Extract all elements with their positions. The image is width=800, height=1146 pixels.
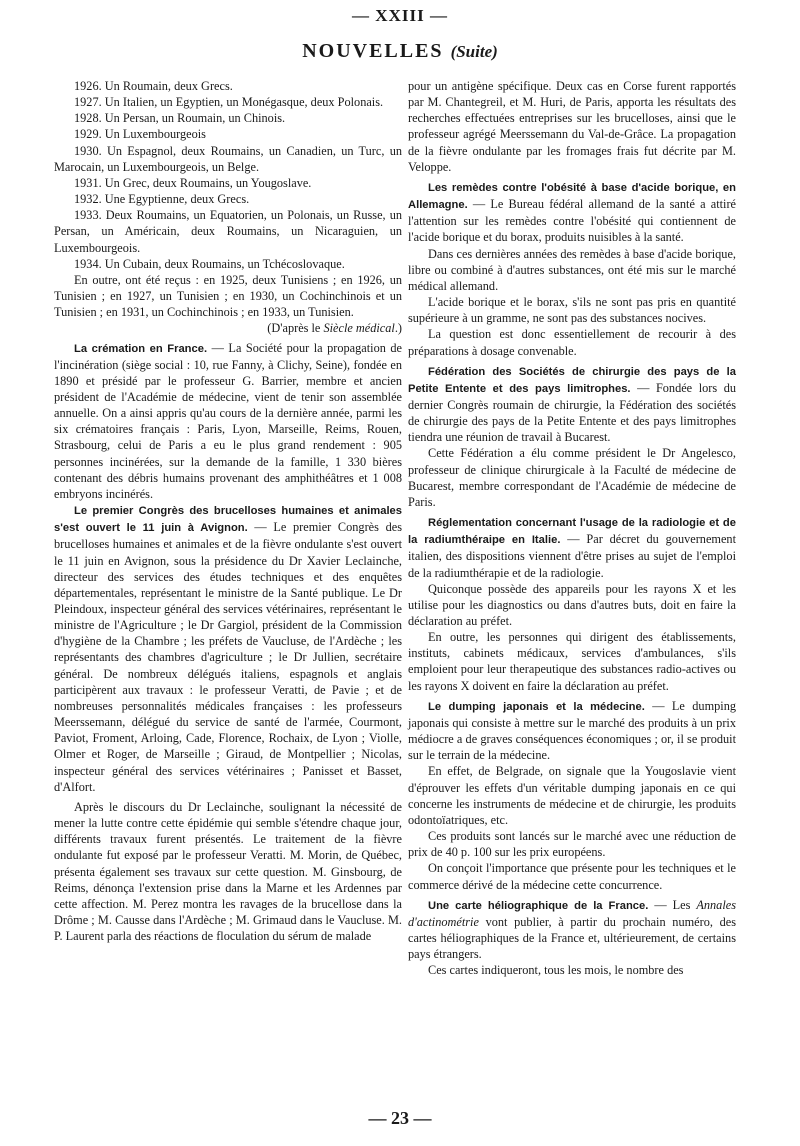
article-body: — Le premier Congrès des brucelloses humaines et animales et de la fièvre ondulante s'est ouvert le 11 juin en Avignon, sous la présidence du Dr Xavier Leclainche, directeur des services des études techniques et des enquêtes départementales, représentant le ministre de la Santé publique. Le Dr Pleindoux, inspecteur général des services vétérinaires, représentant le ministre de l'Agriculture ; le Dr Gargiol, président de la Commission d'hygiène de la Chambre ; les préfets de Vaucluse, de l'Ardèche ; les représentants des chambres d'agriculture ; le Dr Jullien, secrétaire général. De nombreux délégués italiens, espagnols et anglais participèrent aux travaux : le professeur Veratti, de Pavie ; et de nombreuses personnalités médicales françaises : les professeurs Meerssemann, délégué du service de santé de l'armée, Courmont, Paviot, Froment, Arloing, Cade, Florence, Rochaix, de Lyon ; Violle, Olmer et Roger, de Marseille ; Giraud, de Montpellier ; Nicolas, inspecteur général des services vétérinaires ; Panisset et Basset, d'Alfort. xyxy=(54,520,402,794)
list-item: 1926. Un Roumain, deux Grecs. xyxy=(74,79,233,93)
paragraph: Cette Fédération a élu comme président le Dr Angelesco, professeur de clinique chirurgicale à la Faculté de médecine de Bucarest, membre correspondant de l'Académie de médecine de Paris. xyxy=(408,446,736,509)
page-number: — 23 — xyxy=(368,1108,432,1128)
article-obesite xyxy=(408,179,736,246)
article-heading: La crémation en France. xyxy=(74,342,208,355)
paragraph: En effet, de Belgrade, on signale que la Yougoslavie vient d'éprouver les effets d'un véritable dumping japonais en ce qui concerne les instruments de médecine et de chirurgie, les produits odontoïatriques, etc. xyxy=(408,764,736,827)
paragraph: En outre, les personnes qui dirigent des établissements, instituts, cabinets médicaux, services d'ambulances, s'ils emploient pour leur therapeutique des substances radio-actives ou les rayons X doivent en faire la déclaration au préfet. xyxy=(408,630,736,693)
article-body: — Fondée lors du dernier Congrès roumain de chirurgie, la Fédération des sociétés de chirurgie des pays de la Petite Entente et des pays limitrophes tiendra une réunion de travail à Bucarest. xyxy=(408,380,736,445)
section-title-suite: (Suite) xyxy=(450,42,498,61)
article-body: vont publier, à partir du prochain numéro, des cartes héliographiques de la France et, ultérieurement, de certains pays étrangers. xyxy=(408,914,736,962)
article-federation xyxy=(408,363,736,446)
article-congres xyxy=(54,502,402,795)
list-item: 1928. Un Persan, un Roumain, un Chinois. xyxy=(74,111,286,126)
journal-title: Annales d'actinométrie xyxy=(408,897,736,929)
article-heading: Les remèdes contre l'obésité à base d'acide borique, en Allemagne. xyxy=(408,181,736,212)
list-item: 1933. Deux Roumains, un Equatorien, un Polonais, un Russe, un Persan, un Américain, deux Roumains, un Nicaraguien, un Luxembourgeois. xyxy=(54,208,402,255)
list-item: 1931. Un Grec, deux Roumains, un Yougoslave. xyxy=(74,175,312,190)
paragraph: Ces produits sont lancés sur le marché avec une réduction de prix de 40 p. 100 sur les prix européens. xyxy=(408,829,736,860)
article-body: — La Société pour la propagation de l'incinération (siège social : 10, rue Fanny, à Clichy, Seine), fondée en 1890 et présidé par le professeur G. Barrier, membre et ancien président de l'Académie de médecine, vient de tenir son assemblée annuelle. On a ainsi appris qu'au cours de la dernière année, parmi les six crématoires français : Paris, Lyon, Marseille, Reims, Rouen, Strasbourg, celui de Paris a eu le plus grand rendement : 905 personnes incinérées, sur la demande de la famille, 1 330 bières contenant des débris humains provenant des amphithéâtres et 1 008 embryons incinérés. xyxy=(54,340,402,501)
paragraph: pour un antigène spécifique. Deux cas en Corse furent rapportés par M. Chantegreil, et M. Huri, de Paris, apporta les résultats des recherches effectuées entreprises sur les brucelloses, ainsi que le professeur agrégé Meerssemann du Val-de-Grâce. La propagation de la fièvre ondulante par les fromages frais fut décrite par M. Veloppe. xyxy=(408,79,736,174)
left-column xyxy=(54,78,402,944)
paragraph: On conçoit l'importance que présente pour les techniques et le commerce dérivé de la médecine cette concurrence. xyxy=(408,861,736,892)
article-body: — Les xyxy=(648,897,697,912)
article-heading: Le premier Congrès des brucelloses humaines et animales s'est ouvert le 11 juin à Avignon. xyxy=(54,505,402,535)
right-column xyxy=(408,78,736,978)
article-cremation xyxy=(54,340,402,503)
paragraph: Quiconque possède des appareils pour les rayons X et les utilise pour les diagnostics ou dans d'autres buts, doit en faire la déclaration au préfet. xyxy=(408,581,736,628)
attribution-source: Siècle médical xyxy=(323,321,395,336)
article-body: — Le dumping japonais qui consiste à mettre sur le marché des produits à un prix médiocre a de graves conséquences économiques ; or, il se produit sur le terrain de la médecine. xyxy=(408,698,737,763)
attribution xyxy=(54,320,402,336)
section-title xyxy=(0,40,800,63)
paragraph: Ces cartes indiqueront, tous les mois, le nombre des xyxy=(428,963,684,978)
paragraph: Dans ces dernières années des remèdes à base d'acide borique, libre ou combiné à d'autres substances, ont été mis sur le marché médical allemand. xyxy=(408,246,736,293)
article-heading: Fédération des Sociétés de chirurgie des pays de la Petite Entente et des pays limitrophes. xyxy=(408,365,736,395)
list-item: 1934. Un Cubain, deux Roumains, un Tchécoslovaque. xyxy=(74,256,345,271)
attribution-prefix: (D'après le xyxy=(267,321,324,336)
article-heading: Réglementation concernant l'usage de la radiologie et de la radiumthéraipe en Italie. xyxy=(408,517,736,547)
list-item: 1927. Un Italien, un Egyptien, un Monégasque, deux Polonais. xyxy=(74,95,384,110)
article-carte xyxy=(408,897,736,963)
article-heading: Une carte héliographique de la France. xyxy=(428,899,649,912)
paragraph: Après le discours du Dr Leclainche, soulignant la nécessité de mener la lutte contre cette épidémie qui semble s'étendre chaque jour, différents travaux furent présentés. Le traitement de la fièvre ondulante fut exposé par le professeur Veratti. M. Morin, de Québec, présenta également ses travaux sur cette question. M. Ginsbourg, de Reims, dénonça l'extension prise dans la Marne et les Ardennes par cette affection. M. Perez montra les ravages de la brucellose dans la Drôme ; M. Causse dans l'Ardèche ; M. Grimaud dans le Vaucluse. M. P. Laurent parla des réactions de floculation du sérum de malade xyxy=(54,799,402,944)
article-body: — Par décret du gouvernement italien, des dispositions viennent d'être prises au sujet de l'emploi de la radiumthérapie et de la radiologie. xyxy=(408,532,736,580)
paragraph: L'acide borique et le borax, s'ils ne sont pas pris en quantité supérieure à un gramme, ne sont pas des substances nocives. xyxy=(408,295,736,326)
section-title-main: NOUVELLES xyxy=(302,40,444,62)
attribution-suffix: .) xyxy=(394,321,402,336)
page-number-roman: — XXIII — xyxy=(352,6,448,25)
article-body: — Le Bureau fédéral allemand de la santé a attiré l'attention sur les remèdes contre l'obésité qui contiennent de l'acide borique et du borax, produits nuisibles à la santé. xyxy=(408,197,736,245)
article-dumping xyxy=(408,698,736,764)
list-item: En outre, ont été reçus : en 1925, deux Tunisiens ; en 1926, un Tunisien ; en 1927, un Tunisien ; en 1930, un Cochinchinois et un Tunisien ; en 1931, un Cochinchinois ; en 1933, un Tunisien. xyxy=(54,272,402,320)
paragraph: La question est donc essentiellement de recourir à des préparations à dosage convenable. xyxy=(408,327,736,358)
list-item: 1930. Un Espagnol, deux Roumains, un Canadien, un Turc, un Marocain, un Luxembourgeois, un Belge. xyxy=(54,143,402,174)
list-item: 1929. Un Luxembourgeois xyxy=(74,127,206,142)
article-heading: Le dumping japonais et la médecine. xyxy=(428,700,645,713)
list-item: 1932. Une Egyptienne, deux Grecs. xyxy=(74,192,250,207)
article-radio xyxy=(408,514,736,581)
